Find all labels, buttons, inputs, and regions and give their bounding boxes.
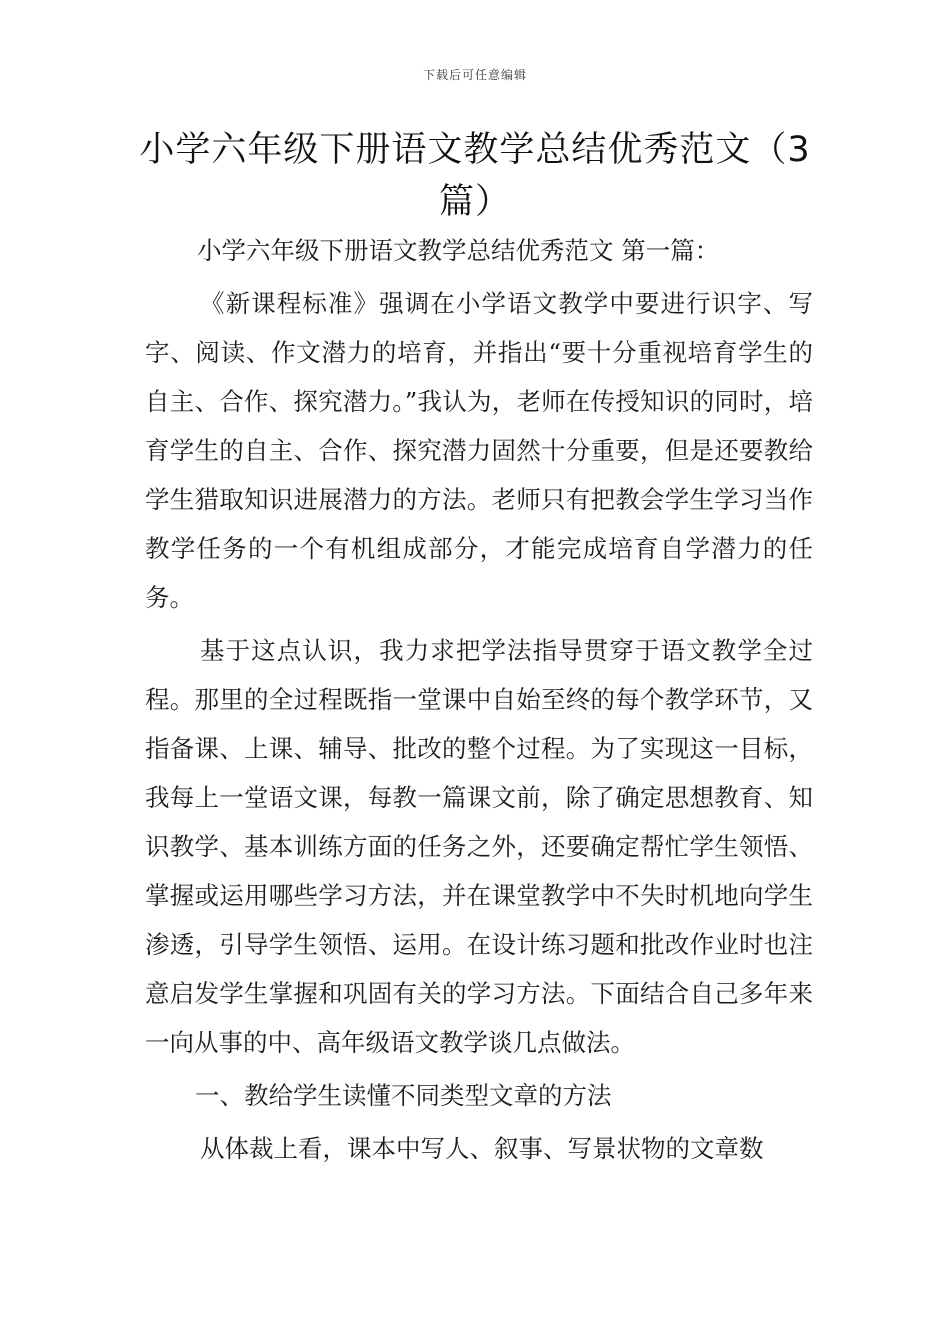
- document-body: [145, 226, 813, 1177]
- document-subtitle: 小学六年级下册语文教学总结优秀范文 第一篇：: [197, 236, 720, 265]
- header-note: 下载后可任意编辑: [422, 68, 527, 82]
- body-paragraph: 《新课程标准》强调在小学语文教学中要进行识字、写字、阅读、作文潜力的培育，并指出“要十分重视培育学生的自主、合作、探究潜力。”我认为，老师在传授知识的同时，培育学生的自主、合作、探究潜力固然十分重要，但是还要教给学生猎取知识进展潜力的方法。老师只有把教会学生学习当作教学任务的一个有机组成部分，才能完成培育自学潜力的任务。: [145, 289, 813, 612]
- document-title: 小学六年级下册语文教学总结优秀范文（3篇）: [139, 130, 811, 222]
- body-paragraph: 从体裁上看，课本中写人、叙事、写景状物的文章数: [200, 1134, 764, 1163]
- section-heading: 一、教给学生读懂不同类型文章的方法: [195, 1081, 612, 1110]
- body-paragraph: 基于这点认识，我力求把学法指导贯穿于语文教学全过程。那里的全过程既指一堂课中自始至终的每个教学环节，又指备课、上课、辅导、批改的整个过程。为了实现这一目标，我每上一堂语文课，每教一篇课文前，除了确定思想教育、知识教学、基本训练方面的任务之外，还要确定帮忙学生领悟、掌握或运用哪些学习方法，并在课堂教学中不失时机地向学生渗透，引导学生领悟、运用。在设计练习题和批改作业时也注意启发学生掌握和巩固有关的学习方法。下面结合自己多年来一向从事的中、高年级语文教学谈几点做法。: [145, 636, 813, 1057]
